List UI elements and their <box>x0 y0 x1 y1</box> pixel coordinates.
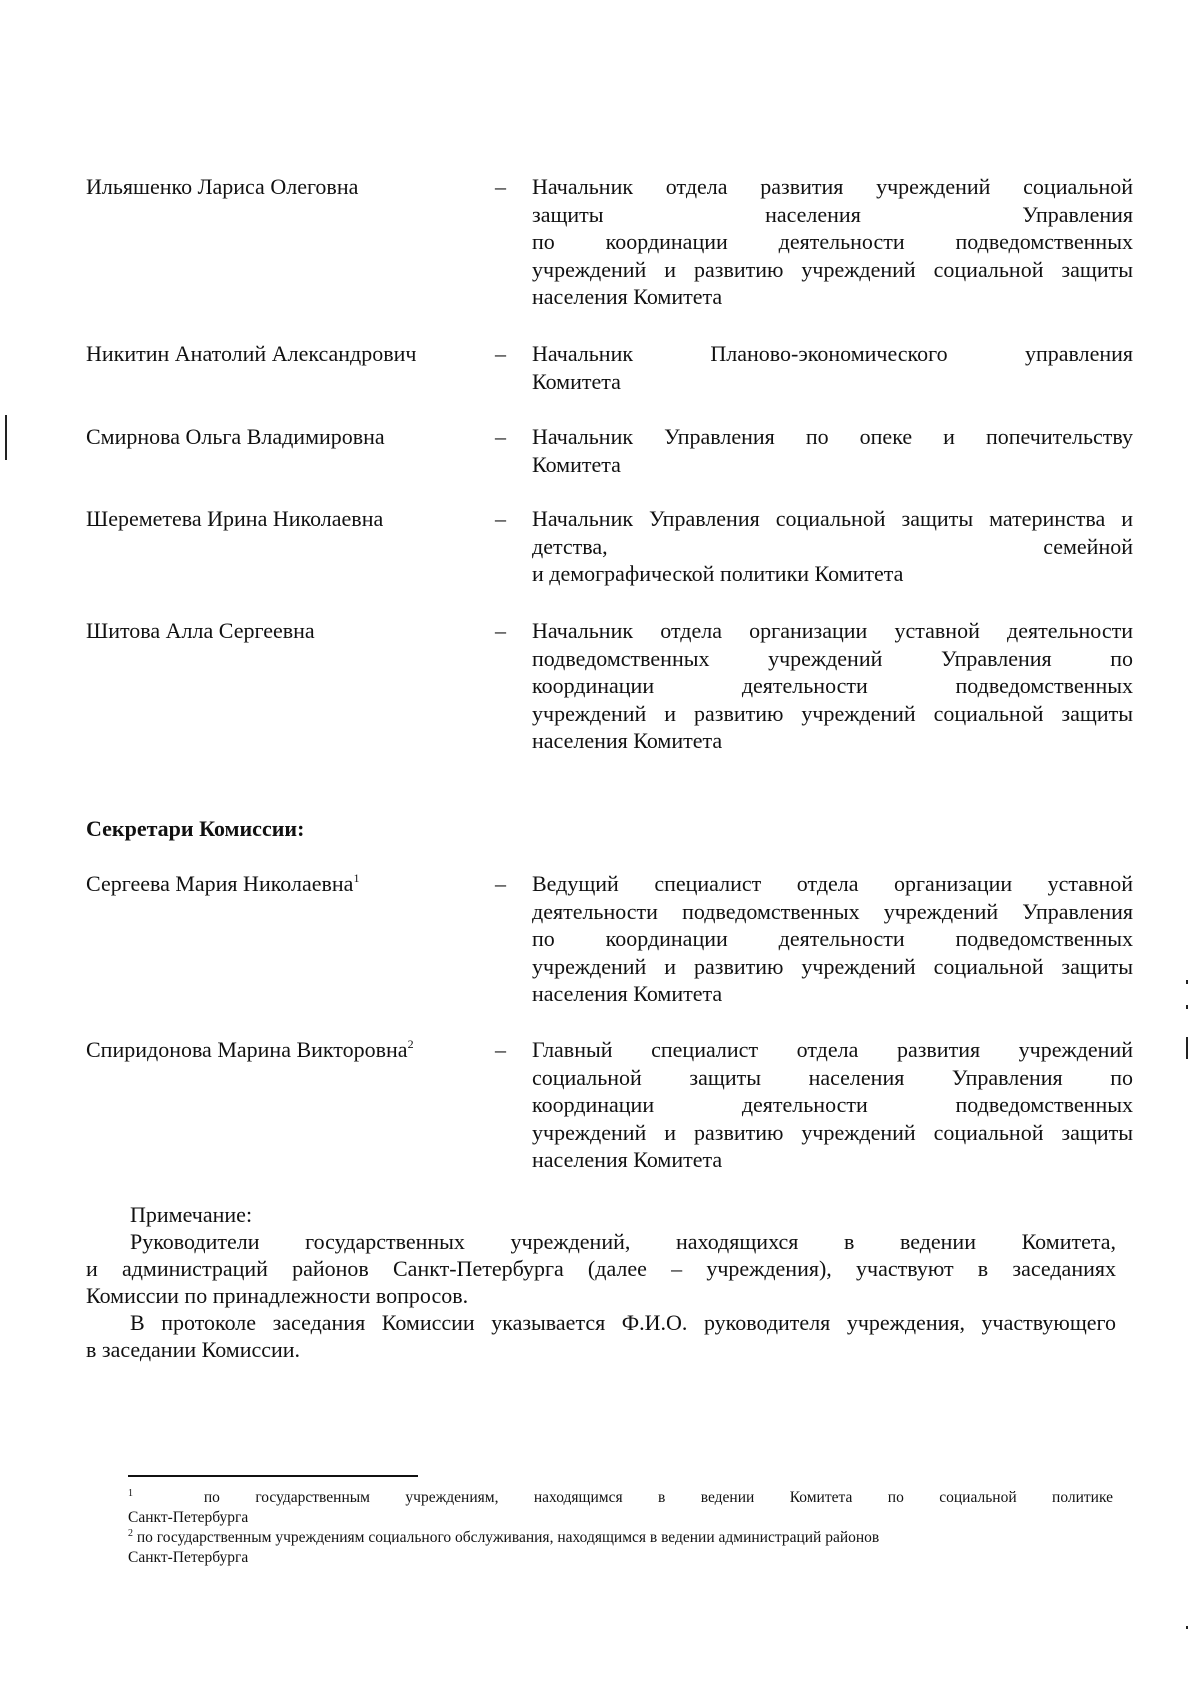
footnote-mark: 2 <box>128 1528 133 1539</box>
position-line: Главный специалист отдела развития учреждений <box>532 1037 1133 1062</box>
footnote-line <box>128 1528 1113 1548</box>
note-line: Комиссии по принадлежности вопросов. <box>86 1283 469 1308</box>
secretaries-heading: Секретари Комиссии: <box>86 816 305 841</box>
dash: – <box>495 506 506 531</box>
footnote-mark: 1 <box>128 1488 133 1499</box>
member-position <box>532 505 1133 588</box>
footnote-text: по государственным учреждениям социального обслуживания, находящимся в ведении администраций районов <box>136 1529 880 1546</box>
position-line: Начальник Управления по опеке и попечительству <box>532 424 1133 449</box>
footnote-ref: 2 <box>407 1037 414 1051</box>
member-name: Ильяшенко Лариса Олеговна <box>86 174 359 199</box>
secretary-position <box>532 870 1133 1008</box>
position-line: защиты населения Управления <box>532 201 1133 227</box>
position-line: подведомственных учреждений Управления по <box>532 645 1133 671</box>
dash: – <box>495 1037 506 1062</box>
footnote-ref: 1 <box>353 871 360 885</box>
position-line: Начальник Планово-экономического управления <box>532 341 1133 366</box>
secretary-position <box>532 1036 1133 1174</box>
position-line: координации деятельности подведомственных <box>532 673 1133 698</box>
position-line: координации деятельности подведомственных <box>532 1092 1133 1117</box>
scan-artifact <box>1186 1005 1188 1009</box>
position-line: учреждений и развитию учреждений социальной защиты <box>532 700 1133 726</box>
member-position <box>532 340 1133 395</box>
position-line: учреждений и развитию учреждений социальной защиты <box>532 256 1133 282</box>
dash: – <box>495 618 506 643</box>
footnote-1 <box>128 1488 1113 1528</box>
note-block <box>86 1201 1116 1363</box>
footnote-2 <box>128 1528 1113 1568</box>
secretary-name <box>86 1036 414 1063</box>
member-name: Шереметева Ирина Николаевна <box>86 506 384 531</box>
footnote-separator <box>128 1475 418 1477</box>
scan-artifact <box>1186 1037 1188 1059</box>
position-line: детства, семейной <box>532 533 1133 559</box>
position-line: населения Комитета <box>532 284 723 309</box>
position-line: Комитета <box>532 451 621 477</box>
note-line: в заседании Комиссии. <box>86 1337 301 1362</box>
note-heading: Примечание: <box>130 1202 253 1227</box>
position-line: Начальник Управления социальной защиты материнства и <box>532 506 1133 531</box>
member-position <box>532 617 1133 755</box>
scan-artifact <box>5 415 7 460</box>
note-paragraph-1 <box>86 1228 1116 1255</box>
note-paragraph-1-cont <box>86 1255 1116 1309</box>
member-position <box>532 423 1133 478</box>
position-line: по координации деятельности подведомственных <box>532 926 1133 951</box>
dash: – <box>495 424 506 449</box>
note-paragraph-2 <box>86 1309 1116 1336</box>
position-line: учреждений и развитию учреждений социальной защиты <box>532 953 1133 979</box>
position-line: населения Комитета <box>532 981 723 1006</box>
member-name: Шитова Алла Сергеевна <box>86 618 315 643</box>
footnotes <box>128 1488 1113 1568</box>
note-paragraph-2-cont <box>86 1336 1116 1363</box>
note-line: В протоколе заседания Комиссии указывается Ф.И.О. руководителя учреждения, участвующего <box>130 1310 1116 1335</box>
note-line: Руководители государственных учреждений, находящихся в ведении Комитета, <box>130 1229 1116 1254</box>
dash: – <box>495 341 506 366</box>
footnote-text: по государственным учреждениям, находящимся в ведении Комитета по социальной политике <box>203 1489 1114 1506</box>
position-line: Комитета <box>532 368 621 394</box>
footnote-line <box>128 1488 1113 1508</box>
position-line: Начальник отдела организации уставной деятельности <box>532 618 1133 643</box>
footnote-line: Санкт-Петербурга <box>128 1509 249 1526</box>
secretary-name <box>86 870 359 897</box>
scan-artifact <box>1186 980 1188 984</box>
member-name: Смирнова Ольга Владимировна <box>86 424 385 449</box>
secretary-name-text: Спиридонова Марина Викторовна <box>86 1037 408 1062</box>
member-name: Никитин Анатолий Александрович <box>86 341 417 366</box>
position-line: по координации деятельности подведомственных <box>532 229 1133 254</box>
position-line: населения Комитета <box>532 1147 723 1172</box>
footnote-line: Санкт-Петербурга <box>128 1549 249 1566</box>
position-line: и демографической политики Комитета <box>532 561 904 586</box>
note-line: и администраций районов Санкт-Петербурга (далее – учреждения), участвуют в заседаниях <box>86 1256 1116 1281</box>
position-line: деятельности подведомственных учреждений Управления <box>532 898 1133 924</box>
position-line: населения Комитета <box>532 728 723 753</box>
dash: – <box>495 174 506 199</box>
dash: – <box>495 871 506 896</box>
position-line: Ведущий специалист отдела организации уставной <box>532 871 1133 896</box>
position-line: социальной защиты населения Управления по <box>532 1064 1133 1090</box>
secretary-name-text: Сергеева Мария Николаевна <box>86 871 354 896</box>
member-position <box>532 173 1133 311</box>
scan-artifact <box>1186 1626 1188 1629</box>
position-line: учреждений и развитию учреждений социальной защиты <box>532 1119 1133 1145</box>
position-line: Начальник отдела развития учреждений социальной <box>532 174 1133 199</box>
